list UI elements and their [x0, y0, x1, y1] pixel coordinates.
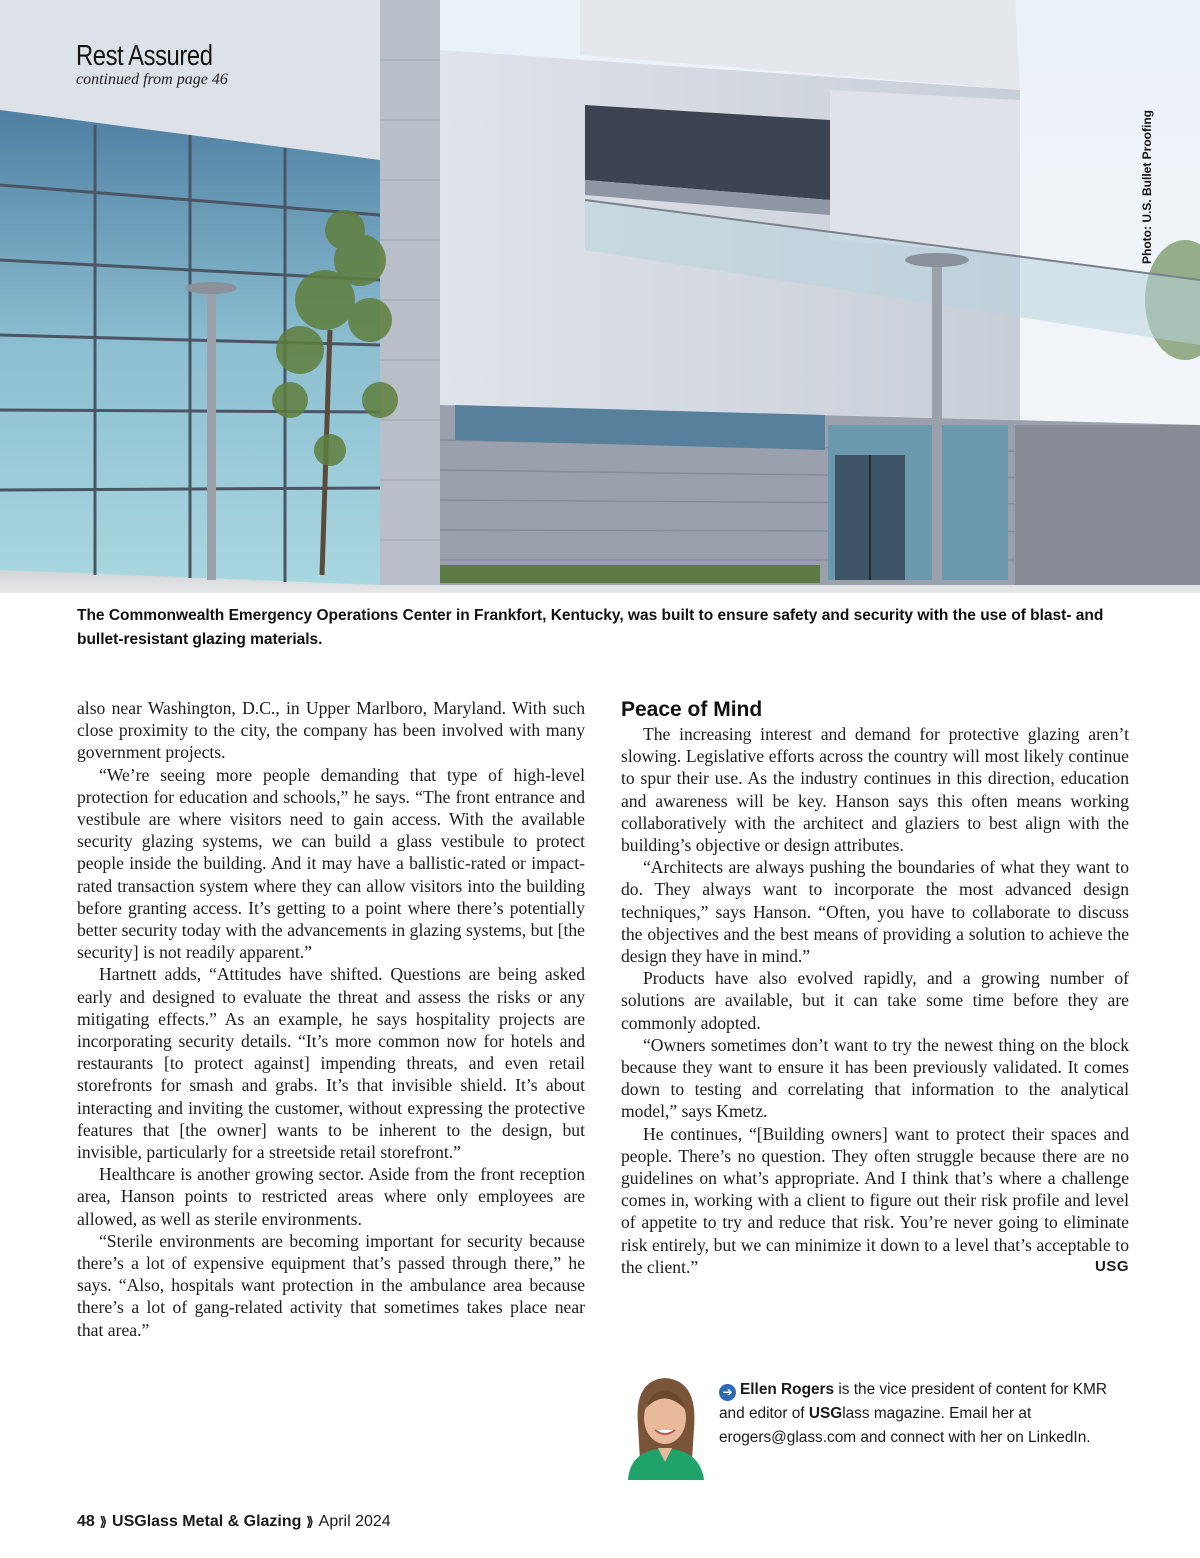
paragraph: Hartnett adds, “Attitudes have shifted. Questions are being asked early and designed to evaluate the threat and assess the risks or any mitigating effects.” As an example, he says hospitality projects are incorporating security details. “It’s more common now for hotels and restaurants [to protect against] impending threats, and even retail storefronts for smash and grabs. It’s that invisible shield. It’s about interacting and inviting the customer, without expressing the protective features that [the owner] wants to be inherent to the design, but invisible, particularly for a streetside retail storefront.”	[77, 964, 585, 1163]
brand-rest: lass	[842, 1405, 870, 1422]
publication-name-rest: lass Metal & Glazing	[146, 1513, 302, 1530]
author-portrait	[620, 1370, 710, 1480]
hero-photo	[0, 0, 1200, 593]
paragraph: also near Washington, D.C., in Upper Marlboro, Maryland. With such close proximity to the city, the company has been involved with many government projects.	[77, 698, 585, 763]
issue-date: April 2024	[318, 1513, 391, 1530]
section-kicker	[76, 40, 242, 89]
page-number: 48	[77, 1513, 95, 1530]
continued-from-note: continued from page 46	[76, 71, 228, 88]
author-bio	[719, 1378, 1131, 1450]
bio-text-end: magazine. Email her at erogers@glass.com and connect with her on LinkedIn.	[719, 1405, 1091, 1446]
publication-name-bold: USG	[112, 1513, 147, 1530]
paragraph: Healthcare is another growing sector. Aside from the front reception area, Hanson points to restricted areas where only employees are allowed, as well as sterile environments.	[77, 1164, 585, 1229]
brand-bold: USG	[808, 1405, 843, 1422]
page-footer	[77, 1513, 391, 1531]
author-headshot	[620, 1370, 710, 1480]
photo-credit: Photo: U.S. Bullet Proofing	[1140, 110, 1154, 264]
paragraph: “We’re seeing more people demanding that type of high-level protection for education and schools,” he says. “The front entrance and vestibule are where visitors need to gain access. With the available security glazing systems, we can build a glass vestibule to protect people inside the building. And it may have a ballistic-rated or impact-rated transaction system where they can allow visitors into the building before granting access. It’s getting to a point where there’s potentially better security today with the advancements in glazing systems, but [the security] is not readily apparent.”	[77, 764, 585, 963]
footer-separator: ⟫	[306, 1514, 314, 1529]
footer-separator: ⟫	[99, 1514, 108, 1529]
section-title: Rest Assured	[76, 40, 213, 72]
arrow-right-icon: ➔	[719, 1384, 736, 1401]
paragraph: “Owners sometimes don’t want to try the newest thing on the block because they want to ensure it has been previously validated. It comes down to testing and correlating that information to the analytical model,” says Kmetz.	[621, 1034, 1129, 1122]
paragraph-text: He continues, “[Building owners] want to protect their spaces and people. There’s no question. They often struggle because there are no guidelines on what’s appropriate. And I think that’s where a challenge comes in, working with a client to figure out their risk profile and level of appetite to try and reduce that risk. You’re never going to eliminate risk entirely, but we can minimize it down to a level that’s acceptable to the client.”	[621, 1123, 1129, 1277]
end-mark: USG	[1094, 1257, 1129, 1275]
left-column	[77, 697, 585, 1341]
section-heading: Peace of Mind	[621, 698, 763, 721]
paragraph: The increasing interest and demand for protective glazing aren’t slowing. Legislative efforts across the country will most likely continue to spur their use. As the industry continues in this direction, education and awareness will be key. Hanson says this often means working collaboratively with the architect and glaziers to best align with the building’s objective or design attributes.	[621, 724, 1129, 856]
paragraph-final	[621, 1123, 1129, 1278]
paragraph: Products have also evolved rapidly, and a growing number of solutions are available, but it can take some time before they are commonly adopted.	[621, 968, 1129, 1033]
paragraph: “Architects are always pushing the boundaries of what they want to do. They always want to incorporate the most advanced design techniques,” says Hanson. “Often, you have to collaborate to discuss the objectives and the best means of providing a solution to achieve the design they have in mind.”	[621, 857, 1129, 967]
author-name: Ellen Rogers	[740, 1381, 835, 1398]
photo-caption: The Commonwealth Emergency Operations Center in Frankfort, Kentucky, was built to ensure safety and security with the use of blast- and bullet-resistant glazing materials.	[77, 607, 1104, 648]
bio-text: is the vice president of content for KMR and editor of	[719, 1381, 1107, 1422]
paragraph: “Sterile environments are becoming important for security because there’s a lot of expensive equipment that’s passed through there,” he says. “Also, hospitals want protection in the ambulance area because there’s a lot of gang-related activity that sometimes takes place near that area.”	[77, 1230, 585, 1340]
right-column	[621, 697, 1129, 1278]
